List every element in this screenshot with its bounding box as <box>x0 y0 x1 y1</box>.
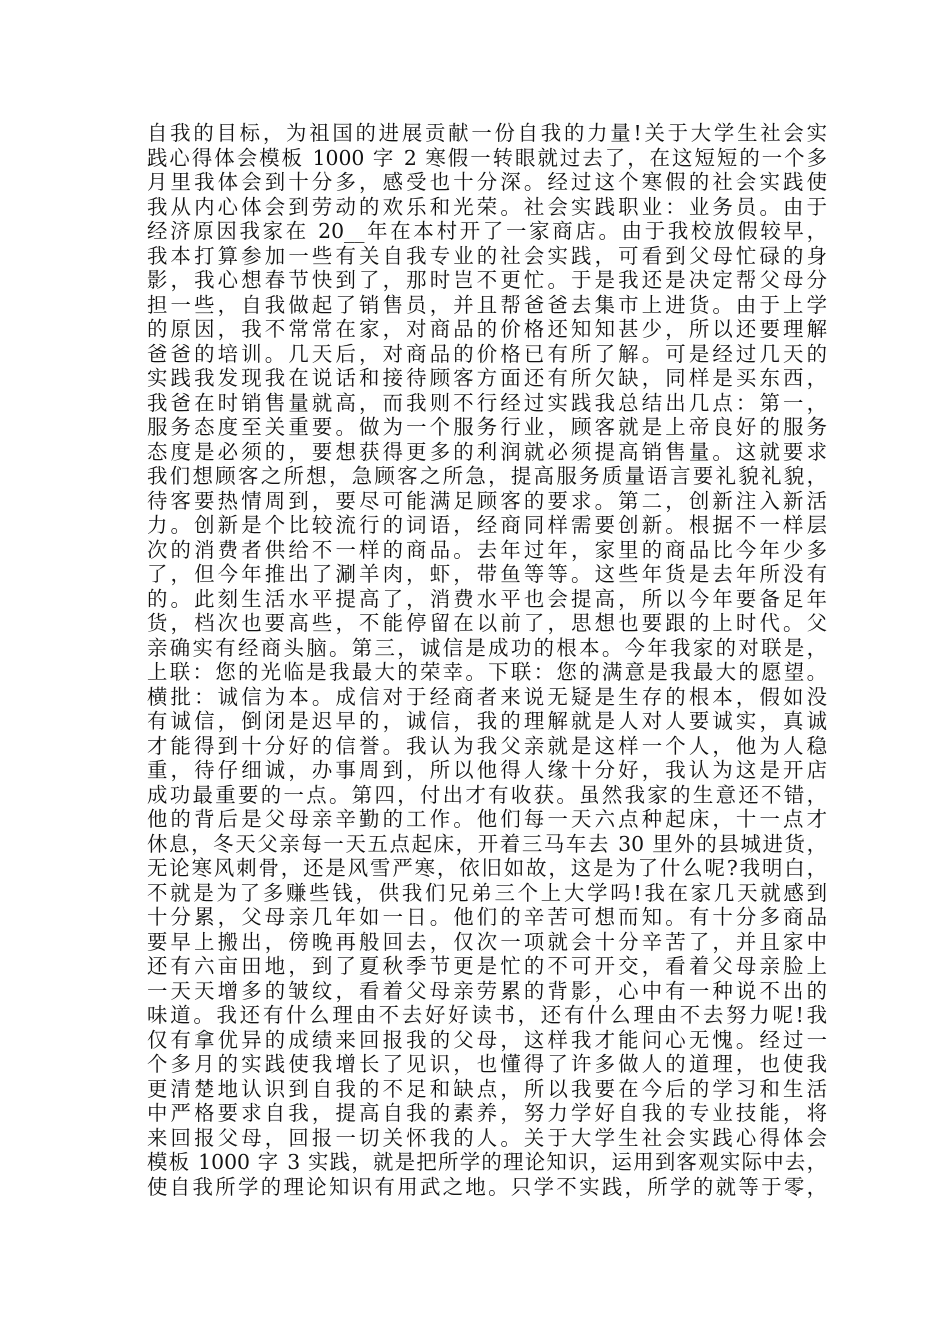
text-line: 味道。我还有什么理由不去好好读书，还有什么理由不去努力呢!我 <box>147 1003 827 1027</box>
text-line: 无论寒风刺骨，还是风雪严寒，依旧如故，这是为了什么呢?我明白， <box>147 856 827 880</box>
text-line: 模板 1000 字 3 实践，就是把所学的理论知识，运用到客观实际中去， <box>147 1150 827 1174</box>
text-line: 态度是必须的，要想获得更多的利润就必须提高销售量。这就要求 <box>147 439 827 464</box>
text-line: 我本打算参加一些有关自我专业的社会实践，可看到父母忙碌的身 <box>147 243 827 268</box>
text-line: 使自我所学的理论知识有用武之地。只学不实践，所学的就等于零， <box>147 1174 827 1199</box>
body-text <box>147 121 827 1199</box>
text-line: 货，档次也要高些，不能停留在以前了，思想也要跟的上时代。父 <box>147 611 827 635</box>
text-line: 才能得到十分好的信誉。我认为我父亲就是这样一个人，他为人稳 <box>147 733 827 758</box>
text-line: 我们想顾客之所想，急顾客之所急，提高服务质量语言要礼貌礼貌， <box>147 464 827 488</box>
text-line: 来回报父母，回报一切关怀我的人。关于大学生社会实践心得体会 <box>147 1125 827 1150</box>
text-line: 了，但今年推出了涮羊肉，虾，带鱼等等。这些年货是去年所没有 <box>147 562 827 586</box>
text-line: 重，待仔细诚，办事周到，所以他得人缘十分好，我认为这是开店 <box>147 758 827 782</box>
text-line: 的。此刻生活水平提高了，消费水平也会提高，所以今年要备足年 <box>147 586 827 611</box>
text-line: 的原因，我不常常在家，对商品的价格还知知甚少，所以还要理解 <box>147 317 827 341</box>
text-line: 仅有拿优异的成绩来回报我的父母，这样我才能问心无愧。经过一 <box>147 1027 827 1052</box>
text-line: 亲确实有经商头脑。第三，诚信是成功的根本。今年我家的对联是， <box>147 635 827 660</box>
text-line: 影，我心想春节快到了，那时岂不更忙。于是我还是决定帮父母分 <box>147 268 827 292</box>
text-line: 要早上搬出，傍晚再般回去，仅次一项就会十分辛苦了，并且家中 <box>147 929 827 954</box>
text-line: 成功最重要的一点。第四，付出才有收获。虽然我家的生意还不错， <box>147 782 827 807</box>
text-line: 不就是为了多赚些钱，供我们兄弟三个上大学吗!我在家几天就感到 <box>147 880 827 905</box>
text-line: 上联：您的光临是我最大的荣幸。下联：您的满意是我最大的愿望。 <box>147 660 827 684</box>
text-line: 服务态度至关重要。做为一个服务行业，顾客就是上帝良好的服务 <box>147 415 827 439</box>
text-line: 自我的目标，为祖国的进展贡献一份自我的力量!关于大学生社会实 <box>147 121 827 145</box>
text-line: 经济原因我家在 20__年在本村开了一家商店。由于我校放假较早， <box>147 219 827 243</box>
text-line: 力。创新是个比较流行的词语，经商同样需要创新。根据不一样层 <box>147 513 827 537</box>
text-line: 待客要热情周到，要尽可能满足顾客的要求。第二，创新注入新活 <box>147 488 827 513</box>
text-line: 个多月的实践使我增长了见识，也懂得了许多做人的道理，也使我 <box>147 1052 827 1076</box>
text-line: 有诚信，倒闭是迟早的，诚信，我的理解就是人对人要诚实，真诚 <box>147 709 827 733</box>
text-line: 我从内心体会到劳动的欢乐和光荣。社会实践职业：业务员。由于 <box>147 194 827 219</box>
text-line: 休息，冬天父亲每一天五点起床，开着三马车去 30 里外的县城进货， <box>147 831 827 856</box>
text-line: 爸爸的培训。几天后，对商品的价格已有所了解。可是经过几天的 <box>147 341 827 366</box>
text-line: 他的背后是父母亲辛勤的工作。他们每一天六点种起床，十一点才 <box>147 807 827 831</box>
text-line: 践心得体会模板 1000 字 2 寒假一转眼就过去了，在这短短的一个多 <box>147 145 827 170</box>
text-line: 横批：诚信为本。成信对于经商者来说无疑是生存的根本，假如没 <box>147 684 827 709</box>
text-line: 次的消费者供给不一样的商品。去年过年，家里的商品比今年少多 <box>147 537 827 562</box>
text-line: 实践我发现我在说话和接待顾客方面还有所欠缺，同样是买东西， <box>147 366 827 390</box>
text-line: 更清楚地认识到自我的不足和缺点，所以我要在今后的学习和生活 <box>147 1076 827 1101</box>
text-line: 我爸在时销售量就高，而我则不行经过实践我总结出几点：第一， <box>147 390 827 415</box>
text-line: 月里我体会到十分多，感受也十分深。经过这个寒假的社会实践使 <box>147 170 827 194</box>
text-line: 中严格要求自我，提高自我的素养，努力学好自我的专业技能，将 <box>147 1101 827 1125</box>
text-line: 担一些，自我做起了销售员，并且帮爸爸去集市上进货。由于上学 <box>147 292 827 317</box>
text-line: 十分累，父母亲几年如一日。他们的辛苦可想而知。有十分多商品 <box>147 905 827 929</box>
text-line: 一天天增多的皱纹，看着父母亲劳累的背影，心中有一种说不出的 <box>147 978 827 1003</box>
text-line: 还有六亩田地，到了夏秋季节更是忙的不可开交，看着父母亲脸上 <box>147 954 827 978</box>
